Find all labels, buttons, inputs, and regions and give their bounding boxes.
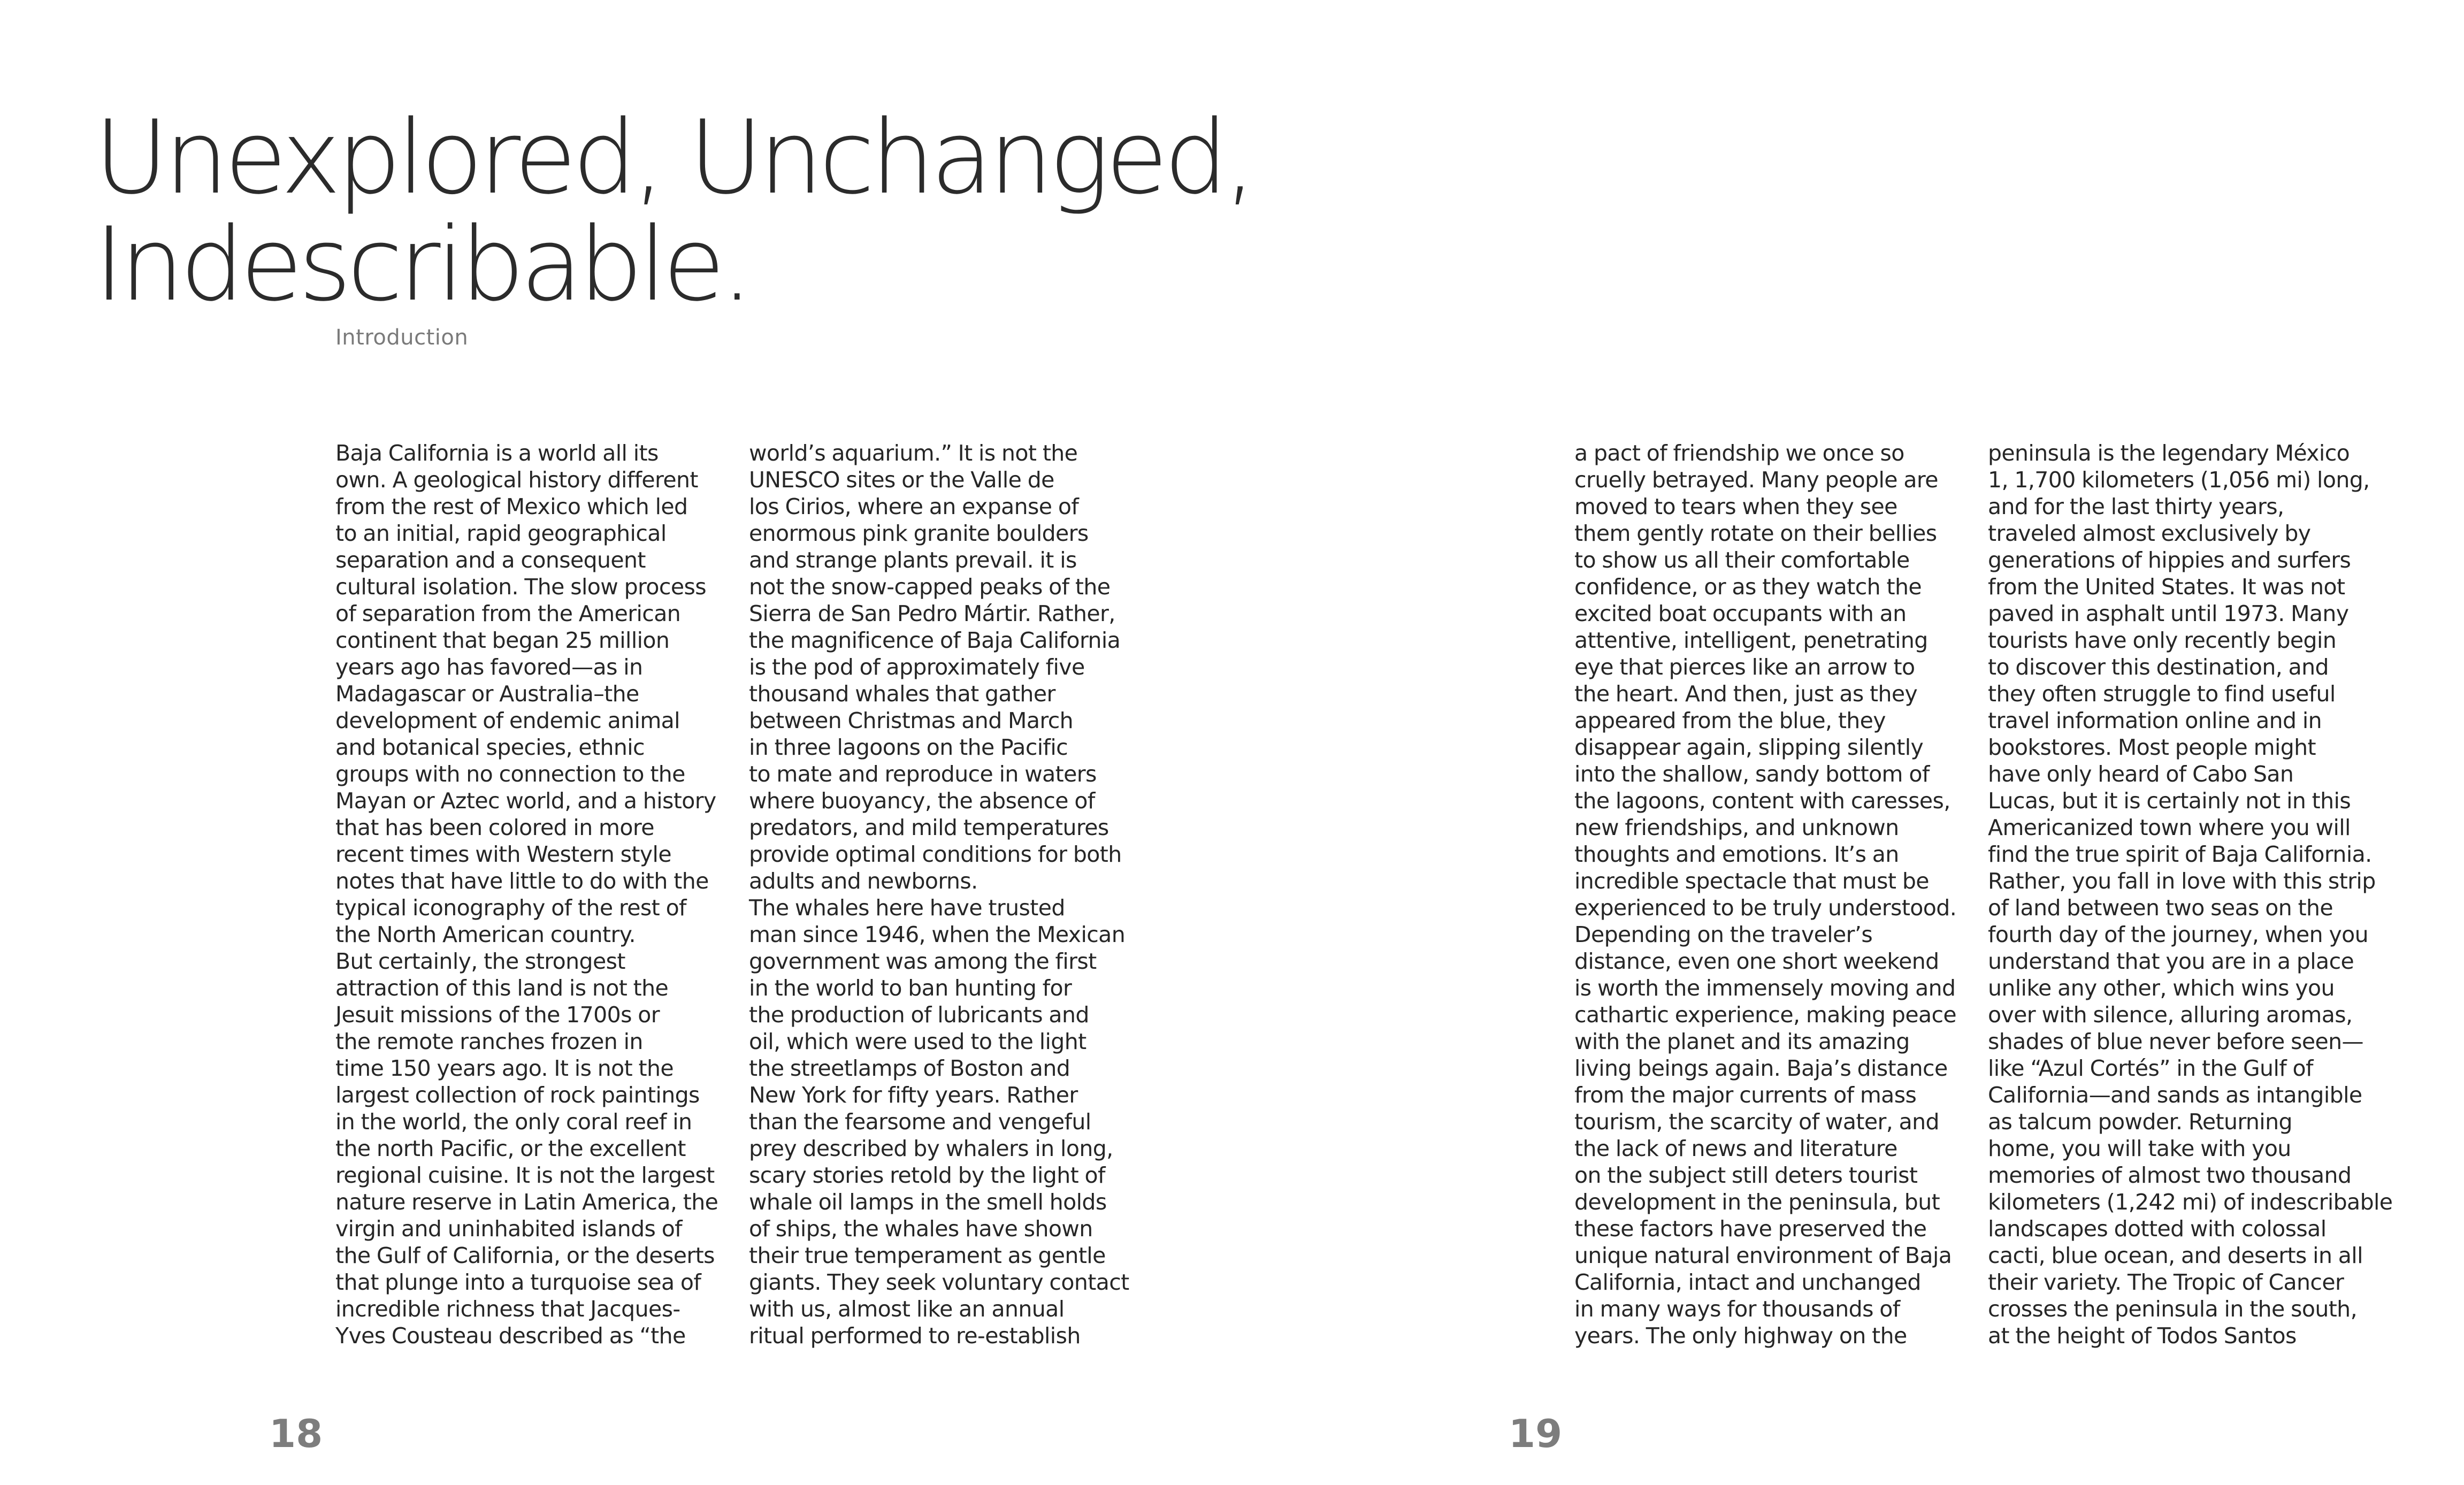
text-line: and strange plants prevail. it is: [749, 547, 1077, 573]
text-column-2: [749, 440, 1161, 1349]
text-line: cruelly betrayed. Many people are: [1574, 467, 1938, 493]
text-line: cacti, blue ocean, and deserts in all: [1988, 1243, 2363, 1268]
text-line: development of endemic animal: [335, 708, 680, 733]
text-line: virgin and uninhabited islands of: [335, 1216, 683, 1242]
text-line: California—and sands as intangible: [1988, 1082, 2362, 1108]
text-line: living beings again. Baja’s distance: [1574, 1055, 1948, 1081]
text-line: in the world to ban hunting for: [749, 975, 1072, 1001]
text-line: The whales here have trusted: [749, 895, 1065, 921]
text-line: continent that began 25 million: [335, 627, 670, 653]
text-line: separation and a consequent: [335, 547, 646, 573]
text-line: Sierra de San Pedro Mártir. Rather,: [749, 601, 1115, 626]
text-line: they often struggle to find useful: [1988, 681, 2336, 707]
text-line: Lucas, but it is certainly not in this: [1988, 788, 2351, 814]
text-line: prey described by whalers in long,: [749, 1136, 1113, 1161]
text-line: where buoyancy, the absence of: [749, 788, 1095, 814]
text-line: shades of blue never before seen—: [1988, 1029, 2363, 1054]
text-line: tourism, the scarcity of water, and: [1574, 1109, 1939, 1135]
text-line: traveled almost exclusively by: [1988, 520, 2311, 546]
text-line: typical iconography of the rest of: [335, 895, 686, 921]
text-line: the lagoons, content with caresses,: [1574, 788, 1950, 814]
text-line: paved in asphalt until 1973. Many: [1988, 601, 2349, 626]
text-line: moved to tears when they see: [1574, 494, 1897, 519]
text-line: 1, 1,700 kilometers (1,056 mi) long,: [1988, 467, 2370, 493]
text-line: them gently rotate on their bellies: [1574, 520, 1937, 546]
text-line: whale oil lamps in the smell holds: [749, 1189, 1107, 1215]
text-line: experienced to be truly understood.: [1574, 895, 1957, 921]
text-line: groups with no connection to the: [335, 761, 685, 787]
text-line: notes that have little to do with the: [335, 868, 709, 894]
text-line: to an initial, rapid geographical: [335, 520, 667, 546]
text-line: distance, even one short weekend: [1574, 948, 1939, 974]
text-line: is the pod of approximately five: [749, 654, 1085, 680]
text-line: thoughts and emotions. It’s an: [1574, 841, 1899, 867]
text-line: and for the last thirty years,: [1988, 494, 2284, 519]
text-line: like “Azul Cortés” in the Gulf of: [1988, 1055, 2313, 1081]
text-line: to discover this destination, and: [1988, 654, 2329, 680]
text-line: in many ways for thousands of: [1574, 1296, 1900, 1322]
text-line: a pact of friendship we once so: [1574, 440, 1904, 466]
text-line: from the major currents of mass: [1574, 1082, 1917, 1108]
text-line: ritual performed to re-establish: [749, 1323, 1081, 1349]
text-line: in the world, the only coral reef in: [335, 1109, 692, 1135]
text-line: Baja California is a world all its: [335, 440, 659, 466]
text-line: their true temperament as gentle: [749, 1243, 1106, 1268]
text-line: Madagascar or Australia–the: [335, 681, 639, 707]
text-line: of ships, the whales have shown: [749, 1216, 1093, 1242]
text-line: Mayan or Aztec world, and a history: [335, 788, 716, 814]
text-line: incredible spectacle that must be: [1574, 868, 1929, 894]
text-line: that has been colored in more: [335, 815, 654, 840]
text-line: the streetlamps of Boston and: [749, 1055, 1070, 1081]
text-line: adults and newborns.: [749, 868, 978, 894]
text-line: home, you will take with you: [1988, 1136, 2291, 1161]
text-line: from the rest of Mexico which led: [335, 494, 688, 519]
text-line: unique natural environment of Baja: [1574, 1243, 1952, 1268]
text-line: as talcum powder. Returning: [1988, 1109, 2292, 1135]
text-line: the Gulf of California, or the deserts: [335, 1243, 715, 1268]
text-line: in three lagoons on the Pacific: [749, 734, 1068, 760]
text-line: man since 1946, when the Mexican: [749, 922, 1126, 947]
chapter-title-line-2: Indescribable.: [94, 205, 749, 324]
text-line: years. The only highway on the: [1574, 1323, 1907, 1349]
text-line: have only heard of Cabo San: [1988, 761, 2294, 787]
text-line: incredible richness that Jacques-: [335, 1296, 680, 1322]
text-line: that plunge into a turquoise sea of: [335, 1269, 701, 1295]
text-line: not the snow-capped peaks of the: [749, 574, 1111, 600]
text-line: their variety. The Tropic of Cancer: [1988, 1269, 2344, 1295]
text-line: crosses the peninsula in the south,: [1988, 1296, 2357, 1322]
text-line: over with silence, alluring aromas,: [1988, 1002, 2353, 1028]
text-line: own. A geological history different: [335, 467, 698, 493]
text-line: the magnificence of Baja California: [749, 627, 1121, 653]
chapter-title-line-1: Unexplored, Unchanged,: [94, 98, 1252, 217]
text-line: development in the peninsula, but: [1574, 1189, 1940, 1215]
text-line: Jesuit missions of the 1700s or: [335, 1002, 660, 1028]
text-line: these factors have preserved the: [1574, 1216, 1927, 1242]
text-line: with us, almost like an annual: [749, 1296, 1065, 1322]
section-label: Introduction: [335, 325, 469, 350]
text-line: Depending on the traveler’s: [1574, 922, 1873, 947]
text-line: of separation from the American: [335, 601, 681, 626]
text-line: confidence, or as they watch the: [1574, 574, 1922, 600]
text-line: to show us all their comfortable: [1574, 547, 1910, 573]
text-line: on the subject still deters tourist: [1574, 1162, 1918, 1188]
text-line: the north Pacific, or the excellent: [335, 1136, 686, 1161]
text-line: Rather, you fall in love with this strip: [1988, 868, 2376, 894]
text-line: the remote ranches frozen in: [335, 1029, 643, 1054]
text-line: cathartic experience, making peace: [1574, 1002, 1957, 1028]
text-line: tourists have only recently begin: [1988, 627, 2337, 653]
text-line: from the United States. It was not: [1988, 574, 2345, 600]
text-line: fourth day of the journey, when you: [1988, 922, 2369, 947]
text-line: travel information online and in: [1988, 708, 2322, 733]
text-line: attraction of this land is not the: [335, 975, 669, 1001]
text-line: largest collection of rock paintings: [335, 1082, 700, 1108]
chapter-title: [94, 98, 1252, 324]
text-line: the production of lubricants and: [749, 1002, 1089, 1028]
text-line: Americanized town where you will: [1988, 815, 2351, 840]
page-number-right: 19: [1509, 1411, 1563, 1456]
text-line: provide optimal conditions for both: [749, 841, 1122, 867]
text-line: memories of almost two thousand: [1988, 1162, 2352, 1188]
text-line: to mate and reproduce in waters: [749, 761, 1097, 787]
text-line: between Christmas and March: [749, 708, 1074, 733]
text-line: landscapes dotted with colossal: [1988, 1216, 2327, 1242]
text-line: of land between two seas on the: [1988, 895, 2333, 921]
text-line: thousand whales that gather: [749, 681, 1055, 707]
text-line: with the planet and its amazing: [1574, 1029, 1910, 1054]
text-column-3: [1574, 440, 1986, 1349]
text-line: bookstores. Most people might: [1988, 734, 2316, 760]
text-line: new friendships, and unknown: [1574, 815, 1899, 840]
text-line: Yves Cousteau described as “the: [335, 1323, 686, 1349]
text-line: world’s aquarium.” It is not the: [749, 440, 1078, 466]
text-line: eye that pierces like an arrow to: [1574, 654, 1915, 680]
text-line: kilometers (1,242 mi) of indescribable: [1988, 1189, 2393, 1215]
text-line: oil, which were used to the light: [749, 1029, 1086, 1054]
text-line: understand that you are in a place: [1988, 948, 2354, 974]
text-line: attentive, intelligent, penetrating: [1574, 627, 1928, 653]
text-line: California, intact and unchanged: [1574, 1269, 1921, 1295]
text-line: New York for fifty years. Rather: [749, 1082, 1078, 1108]
text-line: find the true spirit of Baja California.: [1988, 841, 2372, 867]
text-line: predators, and mild temperatures: [749, 815, 1109, 840]
text-column-4: [1988, 440, 2400, 1349]
text-line: scary stories retold by the light of: [749, 1162, 1105, 1188]
text-line: than the fearsome and vengeful: [749, 1109, 1091, 1135]
text-line: into the shallow, sandy bottom of: [1574, 761, 1930, 787]
text-line: the North American country.: [335, 922, 636, 947]
text-line: unlike any other, which wins you: [1988, 975, 2335, 1001]
text-line: recent times with Western style: [335, 841, 671, 867]
text-line: at the height of Todos Santos: [1988, 1323, 2297, 1349]
text-line: But certainly, the strongest: [335, 948, 625, 974]
text-line: years ago has favored—as in: [335, 654, 643, 680]
text-line: the lack of news and literature: [1574, 1136, 1897, 1161]
text-line: generations of hippies and surfers: [1988, 547, 2351, 573]
text-line: peninsula is the legendary México: [1988, 440, 2350, 466]
text-line: time 150 years ago. It is not the: [335, 1055, 674, 1081]
text-line: appeared from the blue, they: [1574, 708, 1886, 733]
text-line: giants. They seek voluntary contact: [749, 1269, 1129, 1295]
text-line: UNESCO sites or the Valle de: [749, 467, 1054, 493]
text-line: cultural isolation. The slow process: [335, 574, 706, 600]
text-line: excited boat occupants with an: [1574, 601, 1907, 626]
text-line: government was among the first: [749, 948, 1097, 974]
text-line: and botanical species, ethnic: [335, 734, 645, 760]
text-line: is worth the immensely moving and: [1574, 975, 1956, 1001]
text-line: los Cirios, where an expanse of: [749, 494, 1079, 519]
text-line: nature reserve in Latin America, the: [335, 1189, 718, 1215]
text-line: the heart. And then, just as they: [1574, 681, 1918, 707]
page-number-left: 18: [269, 1411, 323, 1456]
text-line: enormous pink granite boulders: [749, 520, 1089, 546]
text-line: disappear again, slipping silently: [1574, 734, 1924, 760]
text-column-1: [335, 440, 747, 1349]
text-line: regional cuisine. It is not the largest: [335, 1162, 715, 1188]
